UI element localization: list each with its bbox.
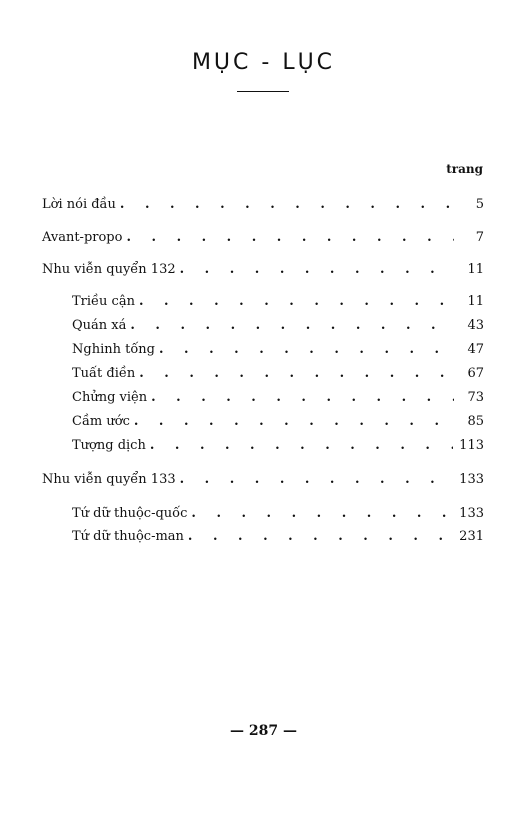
toc-entry-label: Tượng dịch (72, 438, 146, 453)
toc-entry-page: 85 (467, 414, 484, 429)
page-title: MỤC - LỤC (191, 50, 336, 75)
toc-entry-label: Quán xá (72, 318, 127, 333)
toc-entry-page: 7 (475, 230, 484, 245)
toc-subentry (72, 413, 484, 431)
toc-leader-dots (180, 261, 454, 279)
page-number: — 287 — (230, 723, 297, 739)
toc-entry-label: Nhu viễn quyển 133 (42, 472, 176, 487)
toc-entry-label: Tuất điền (72, 366, 136, 381)
title-underline (237, 91, 289, 92)
toc-leader-dots (151, 389, 454, 407)
toc-entry (42, 229, 484, 247)
toc-leader-dots (139, 293, 454, 311)
toc-entry-page: 43 (467, 318, 484, 333)
toc-subentry (72, 317, 484, 335)
toc-subentry (72, 528, 484, 546)
toc-entry-label: Lời nói đầu (42, 197, 116, 212)
toc-leader-dots (188, 528, 453, 546)
toc-subentry (72, 341, 484, 359)
toc-leader-dots (130, 317, 454, 335)
toc-subentry (72, 365, 484, 383)
toc-subentry (72, 437, 484, 455)
toc-entry (42, 261, 484, 279)
toc-leader-dots (150, 437, 453, 455)
toc-entry-label: Chửng viện (72, 390, 148, 405)
toc-subentry (72, 389, 484, 407)
toc-leader-dots (139, 365, 454, 383)
toc-subentry (72, 505, 484, 523)
toc-leader-dots (126, 229, 454, 247)
toc-entry-page: 133 (459, 472, 484, 487)
toc-leader-dots (120, 196, 454, 214)
toc-entry-label: Nghinh tống (72, 342, 155, 357)
toc-entry-label: Nhu viễn quyển 132 (42, 262, 176, 277)
toc-entry-page: 73 (467, 390, 484, 405)
toc-entry-label: Avant-propo (42, 230, 123, 245)
toc-entry (42, 196, 484, 214)
toc-entry-page: 231 (459, 529, 484, 544)
toc-leader-dots (180, 471, 454, 489)
toc-entry-label: Tứ dữ thuộc-man (72, 529, 184, 544)
toc-entry-label: Cầm ước (72, 414, 130, 429)
toc-leader-dots (191, 505, 453, 523)
toc-leader-dots (159, 341, 454, 359)
toc-leader-dots (134, 413, 454, 431)
toc-entry-page: 47 (467, 342, 484, 357)
toc-entry-page: 67 (467, 366, 484, 381)
page-column-header: trang (446, 162, 483, 176)
toc-entry-page: 113 (459, 438, 484, 453)
toc-entry-label: Triều cận (72, 294, 135, 309)
toc-entry (42, 471, 484, 489)
toc-entry-page: 133 (459, 506, 484, 521)
toc-entry-page: 11 (467, 262, 484, 277)
toc-entry-page: 11 (467, 294, 484, 309)
toc-entry-label: Tứ dữ thuộc-quốc (72, 506, 188, 521)
toc-entry-page: 5 (475, 197, 484, 212)
toc-subentry (72, 293, 484, 311)
